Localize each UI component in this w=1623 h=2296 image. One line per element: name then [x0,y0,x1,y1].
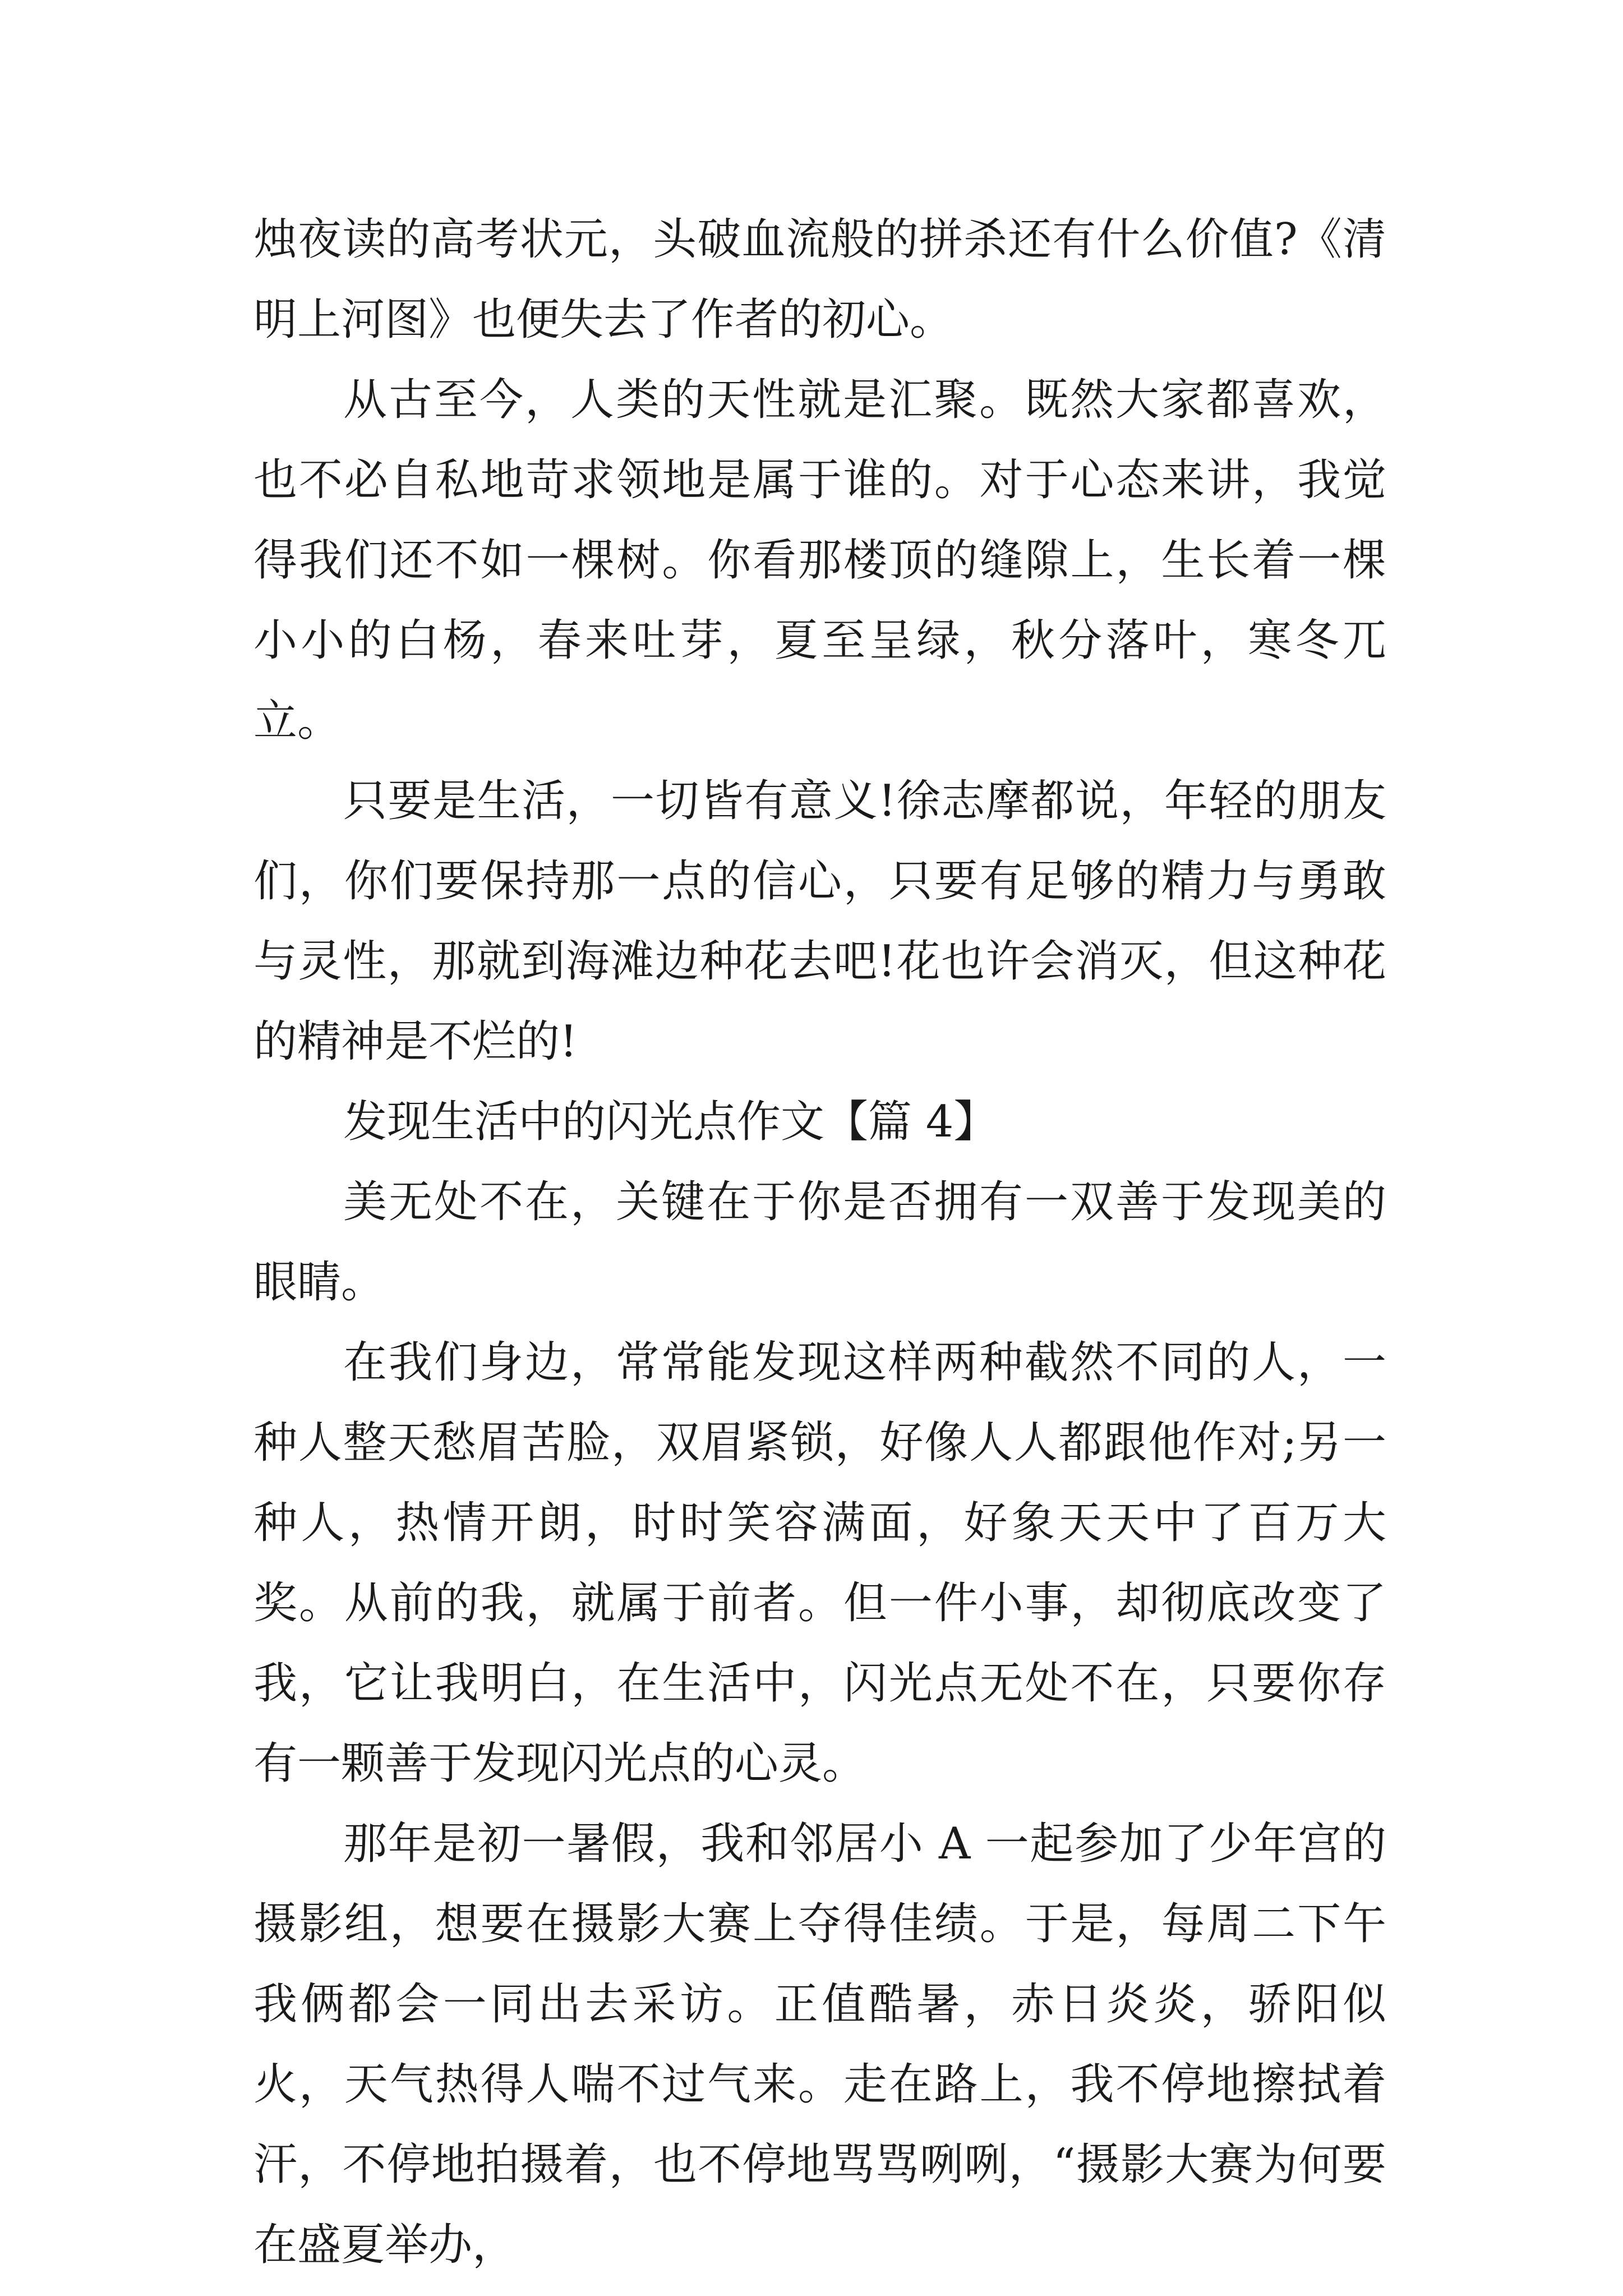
document-body [253,200,1386,2285]
paragraph: 在我们身边，常常能发现这样两种截然不同的人，一种人整天愁眉苦脸，双眉紧锁，好像人人都跟他作对;另一种人，热情开朗，时时笑容满面，好象天天中了百万大奖。从前的我，就属于前者。但一件小事，却彻底改变了我，它让我明白，在生活中，闪光点无处不在，只要你存有一颗善于发现闪光点的心灵。 [253,1337,1386,1789]
paragraph: 只要是生活，一切皆有意义!徐志摩都说，年轻的朋友们，你们要保持那一点的信心，只要有足够的精力与勇敢与灵性，那就到海滩边种花去吧!花也许会消灭，但这种花的精神是不烂的! [253,776,1386,1067]
paragraph-continued: 烛夜读的高考状元，头破血流般的拼杀还有什么价值?《清明上河图》也便失去了作者的初心。 [253,214,1386,345]
paragraph: 从古至今，人类的天性就是汇聚。既然大家都喜欢，也不必自私地苛求领地是属于谁的。对于心态来讲，我觉得我们还不如一棵树。你看那楼顶的缝隙上，生长着一棵小小的白杨，春来吐芽，夏至呈绿，秋分落叶，寒冬兀立。 [253,375,1386,746]
paragraph: 那年是初一暑假，我和邻居小 A 一起参加了少年宫的摄影组，想要在摄影大赛上夺得佳绩。于是，每周二下午我俩都会一同出去采访。正值酷暑，赤日炎炎，骄阳似火，天气热得人喘不过气来。走在路上，我不停地擦拭着汗，不停地拍摄着，也不停地骂骂咧咧，“摄影大赛为何要在盛夏举办， [253,1819,1386,2270]
section-heading: 发现生活中的闪光点作文【篇 4】 [343,1097,998,1147]
paragraph: 美无处不在，关键在于你是否拥有一双善于发现美的眼睛。 [253,1177,1386,1308]
